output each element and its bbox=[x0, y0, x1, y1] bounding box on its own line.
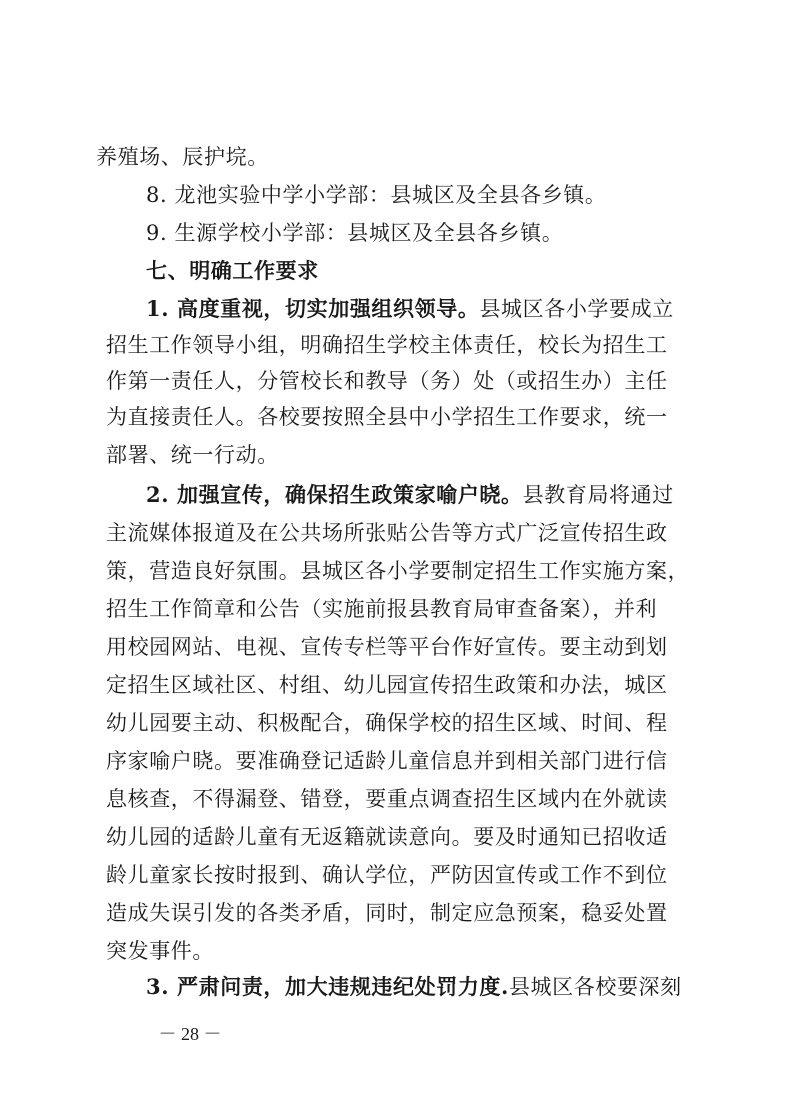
paragraph-3-rest: 县城区各校要深刻 bbox=[508, 975, 682, 999]
paragraph-1-line-5: 部署、统一行动。 bbox=[106, 443, 279, 467]
paragraph-3-line-1 bbox=[146, 972, 682, 1002]
paragraph-1-line-3: 作第一责任人，分管校长和教导（务）处（或招生办）主任 bbox=[106, 369, 668, 393]
paragraph-2-line-6: 定招生区域社区、村组、幼儿园宣传招生政策和办法，城区 bbox=[106, 673, 668, 697]
text-line-1: 养殖场、辰护垸。 bbox=[96, 145, 269, 169]
paragraph-2-line-3: 策，营造良好氛围。县城区各小学要制定招生工作实施方案， bbox=[106, 559, 690, 583]
list-item-8: 8. 龙池实验中学小学部：县城区及全县各乡镇。 bbox=[146, 183, 607, 207]
paragraph-2-rest: 县教育局将通过 bbox=[522, 483, 674, 507]
paragraph-1-line-1 bbox=[146, 294, 674, 324]
paragraph-2-line-2: 主流媒体报道及在公共场所张贴公告等方式广泛宣传招生政 bbox=[106, 521, 668, 545]
paragraph-1-line-2: 招生工作领导小组，明确招生学校主体责任，校长为招生工 bbox=[106, 333, 668, 357]
paragraph-2-line-9: 息核查，不得漏登、错登，要重点调查招生区域内在外就读 bbox=[106, 787, 668, 811]
paragraph-1-lead: 1. 高度重视，切实加强组织领导。 bbox=[146, 296, 480, 321]
paragraph-2-line-10: 幼儿园的适龄儿童有无返籍就读意向。要及时通知已招收适 bbox=[106, 825, 668, 849]
paragraph-2-lead: 2. 加强宣传，确保招生政策家喻户晓。 bbox=[146, 482, 523, 507]
paragraph-2-line-8: 序家喻户晓。要准确登记适龄儿童信息并到相关部门进行信 bbox=[106, 749, 668, 773]
list-item-9: 9. 生源学校小学部：县城区及全县各乡镇。 bbox=[146, 221, 564, 245]
paragraph-2-line-4: 招生工作简章和公告（实施前报县教育局审查备案），并利 bbox=[106, 597, 658, 621]
paragraph-3-lead: 3. 严肃问责，加大违规违纪处罚力度. bbox=[146, 974, 509, 999]
paragraph-2-line-1 bbox=[146, 480, 674, 510]
page-number: － 28 － bbox=[158, 1024, 222, 1044]
paragraph-1-line-4: 为直接责任人。各校要按照全县中小学招生工作要求，统一 bbox=[106, 405, 668, 429]
paragraph-2-line-5: 用校园网站、电视、宣传专栏等平台作好宣传。要主动到划 bbox=[106, 635, 668, 659]
paragraph-1-rest: 县城区各小学要成立 bbox=[479, 297, 674, 321]
paragraph-2-line-12: 造成失误引发的各类矛盾，同时，制定应急预案，稳妥处置 bbox=[106, 901, 668, 925]
paragraph-2-line-7: 幼儿园要主动、积极配合，确保学校的招生区域、时间、程 bbox=[106, 711, 668, 735]
section-heading: 七、明确工作要求 bbox=[146, 259, 319, 283]
paragraph-2-line-11: 龄儿童家长按时报到、确认学位，严防因宣传或工作不到位 bbox=[106, 863, 668, 887]
paragraph-2-line-13: 突发事件。 bbox=[106, 939, 214, 963]
